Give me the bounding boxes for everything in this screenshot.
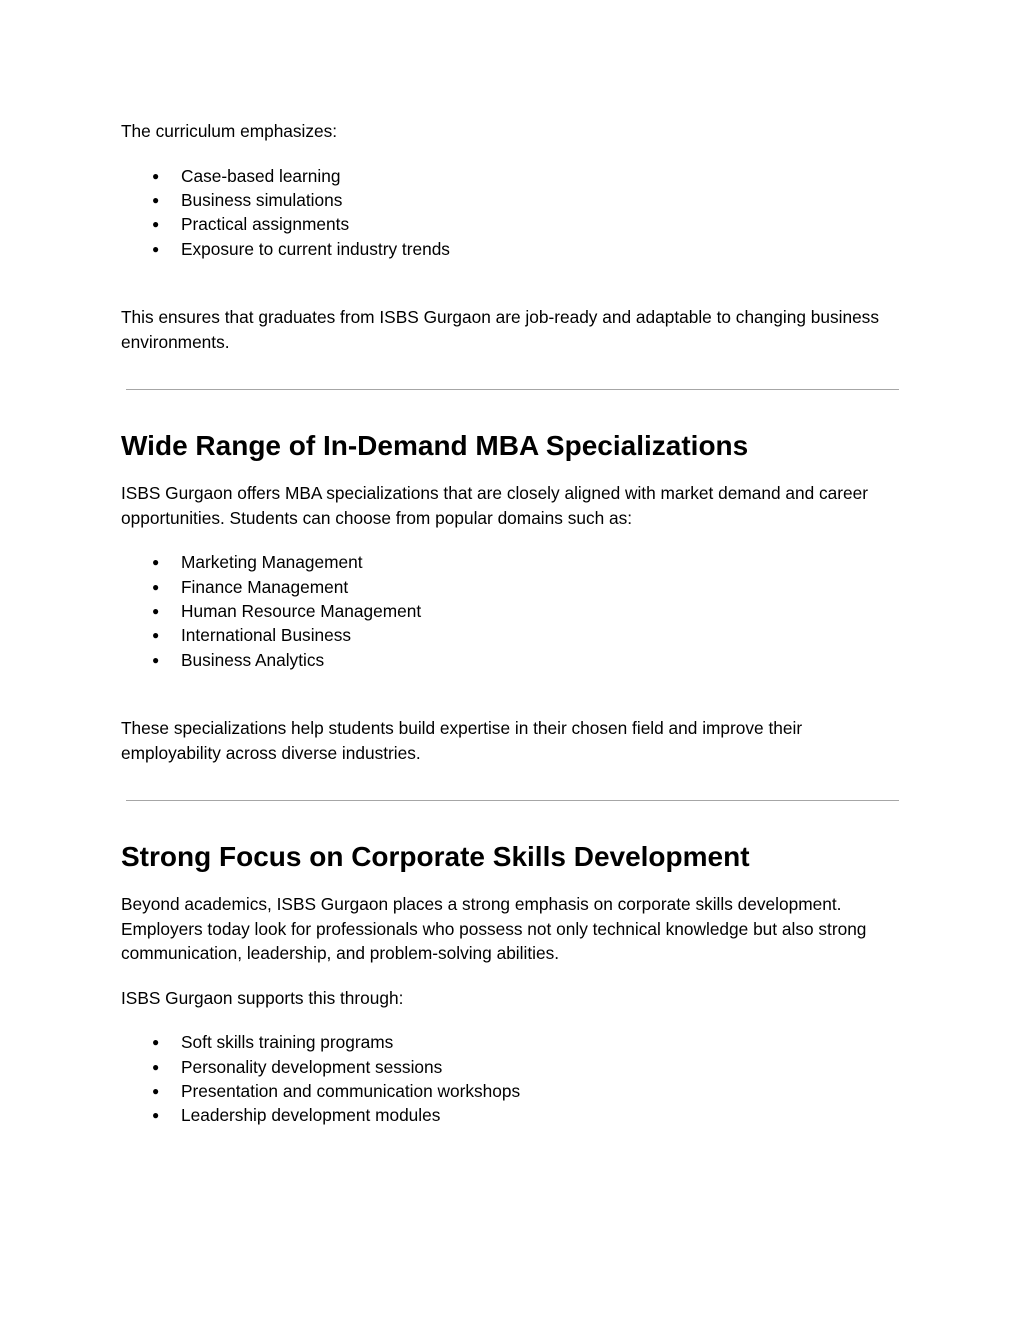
bullet-icon: ●	[152, 1083, 160, 1098]
bullet-icon: ●	[152, 241, 160, 256]
list-item: ● Business simulations	[121, 188, 901, 212]
list-item: ● Leadership development modules	[121, 1103, 901, 1127]
bullet-icon: ●	[152, 579, 160, 594]
curriculum-list	[121, 164, 901, 262]
bullet-icon: ●	[152, 1059, 160, 1074]
corporate-skills-support-intro: ISBS Gurgaon supports this through:	[121, 987, 404, 1008]
specializations-list	[121, 550, 901, 672]
list-item: ● Business Analytics	[121, 648, 901, 672]
list-item: ● Finance Management	[121, 575, 901, 599]
bullet-icon: ●	[152, 217, 160, 232]
list-item: ● Presentation and communication workshops	[121, 1079, 901, 1103]
bullet-icon: ●	[152, 168, 160, 183]
corporate-skills-heading: Strong Focus on Corporate Skills Development	[121, 841, 750, 873]
specializations-heading: Wide Range of In-Demand MBA Specializations	[121, 430, 749, 462]
bullet-icon: ●	[152, 1035, 160, 1050]
curriculum-conclusion: This ensures that graduates from ISBS Gurgaon are job-ready and adaptable to changing business environments.	[121, 307, 879, 352]
list-item: ● Practical assignments	[121, 212, 901, 236]
list-item: ● Exposure to current industry trends	[121, 237, 901, 261]
list-item: ● Marketing Management	[121, 550, 901, 574]
list-item: ● Human Resource Management	[121, 599, 901, 623]
corporate-skills-list	[121, 1030, 901, 1128]
corporate-skills-intro: Beyond academics, ISBS Gurgaon places a strong emphasis on corporate skills development. Employers today look for professionals who possess not only technical knowledge but also strong communication, leadership, and problem-solving abilities.	[121, 894, 867, 964]
bullet-icon: ●	[152, 1108, 160, 1123]
bullet-icon: ●	[152, 603, 160, 618]
document-page	[121, 119, 901, 1128]
bullet-icon: ●	[152, 192, 160, 207]
bullet-icon: ●	[152, 652, 160, 667]
list-item: ● International Business	[121, 623, 901, 647]
section-divider	[126, 389, 899, 390]
list-item: ● Personality development sessions	[121, 1055, 901, 1079]
specializations-intro: ISBS Gurgaon offers MBA specializations that are closely aligned with market demand and career opportunities. Students can choose from popular domains such as:	[121, 483, 869, 528]
bullet-icon: ●	[152, 555, 160, 570]
list-item: ● Case-based learning	[121, 164, 901, 188]
specializations-conclusion: These specializations help students build expertise in their chosen field and improve their employability across diverse industries.	[121, 718, 803, 763]
section-divider	[126, 800, 899, 801]
bullet-icon: ●	[152, 628, 160, 643]
curriculum-intro: The curriculum emphasizes:	[121, 121, 338, 141]
list-item: ● Soft skills training programs	[121, 1030, 901, 1054]
